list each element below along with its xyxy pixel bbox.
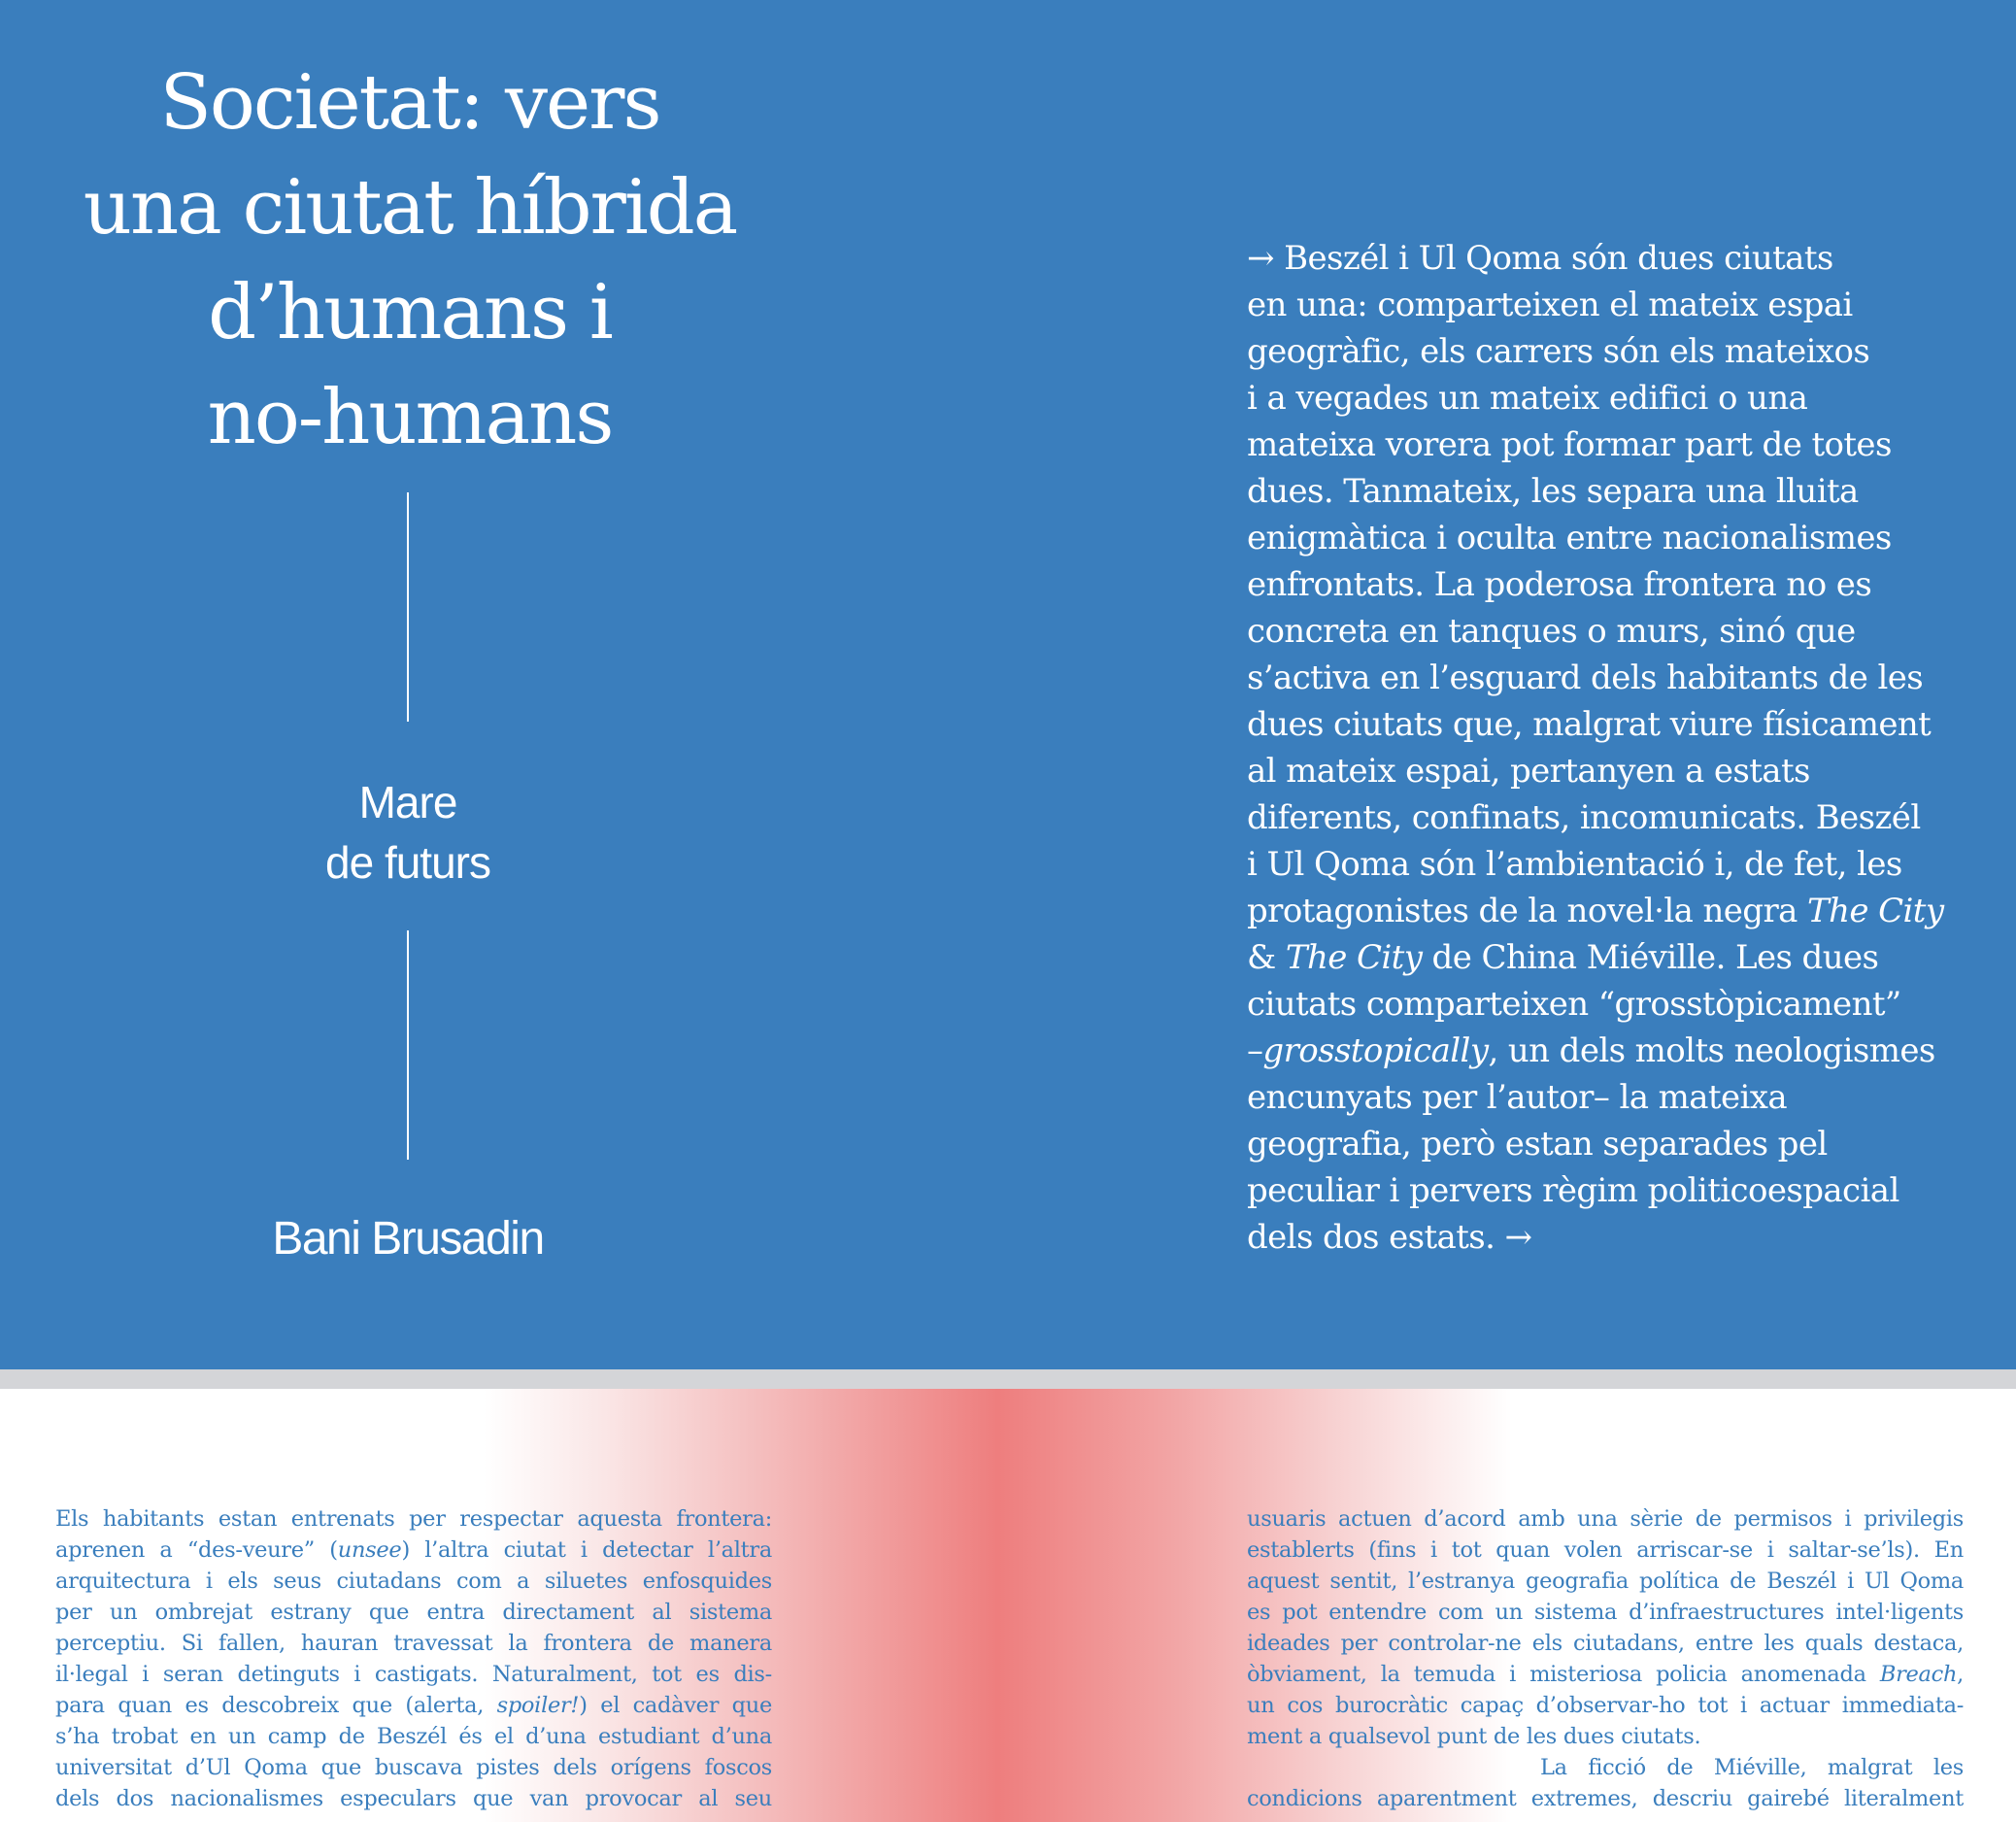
body-line: aprenen a “des-veure” (unsee) l’altra ciutat i detectar l’altra <box>55 1537 772 1563</box>
italic-term: spoiler! <box>496 1693 580 1718</box>
intro-line: peculiar i pervers règim politicoespacial <box>1247 1171 1899 1210</box>
body-line: il·legal i seran detinguts i castigats. Naturalment, tot es dis- <box>55 1662 772 1687</box>
intro-line: i a vegades un mateix edifici o una <box>1247 379 1808 418</box>
book-title: The City <box>1285 938 1423 977</box>
series-name <box>214 772 602 893</box>
body-line: ment a qualsevol punt de les dues ciutats. <box>1247 1724 1701 1749</box>
author-name: Bani Brusadin <box>272 1213 544 1265</box>
intro-line: encunyats per l’autor– la mateixa <box>1247 1078 1788 1117</box>
body-line: un cos burocràtic capaç d’observar-ho tot i actuar immediata- <box>1247 1693 1964 1718</box>
book-title: The City <box>1807 892 1944 930</box>
intro-line: s’activa en l’esguard dels habitants de les <box>1247 658 1924 697</box>
body-line: universitat d’Ul Qoma que buscava pistes dels orígens foscos <box>55 1755 772 1780</box>
body-line: aquest sentit, l’estranya geografia política de Beszél i Ul Qoma <box>1247 1569 1964 1594</box>
intro-line: dues ciutats que, malgrat viure físicament <box>1247 705 1932 744</box>
intro-line: geografia, però estan separades pel <box>1247 1125 1828 1164</box>
intro-line: enigmàtica i oculta entre nacionalismes <box>1247 519 1892 557</box>
intro-line: i Ul Qoma són l’ambientació i, de fet, les <box>1247 845 1902 884</box>
series-line: Mare <box>358 777 457 827</box>
intro-line: & The City de China Miéville. Les dues <box>1247 938 1879 977</box>
title-line: d’humans i <box>208 269 612 356</box>
italic-term: Breach <box>1879 1662 1958 1687</box>
title-line: Societat: vers <box>159 59 660 147</box>
body-line: condicions aparentment extremes, descriu gairebé literalment <box>1247 1786 1964 1811</box>
body-column-right <box>1247 1503 1964 1814</box>
italic-term: unsee <box>337 1537 402 1563</box>
series-line: de futurs <box>325 837 490 888</box>
intro-line: enfrontats. La poderosa frontera no es <box>1247 565 1872 604</box>
neologism: grosstopically <box>1262 1031 1489 1070</box>
body-line: òbviament, la temuda i misteriosa policia anomenada Breach, <box>1247 1662 1964 1687</box>
section-divider <box>0 1369 2016 1389</box>
intro-line: ciutats comparteixen “grosstòpicament” <box>1247 985 1901 1024</box>
intro-line: mateixa vorera pot formar part de totes <box>1247 425 1892 464</box>
vertical-divider-top <box>407 492 409 722</box>
body-column-left <box>55 1503 772 1814</box>
vertical-divider-bottom <box>407 930 409 1160</box>
body-line: ideades per controlar-ne els ciutadans, entre les quals destaca, <box>1247 1631 1964 1656</box>
body-line: per un ombrejat estrany que entra directament al sistema <box>55 1600 772 1625</box>
intro-line: diferents, confinats, incomunicats. Beszél <box>1247 798 1921 837</box>
intro-line: concreta en tanques o murs, sinó que <box>1247 612 1856 651</box>
body-line: para quan es descobreix que (alerta, spoiler!) el cadàver que <box>55 1693 772 1718</box>
body-line: arquitectura i els seus ciutadans com a siluetes enfosquides <box>55 1569 772 1594</box>
intro-line: en una: comparteixen el mateix espai <box>1247 286 1853 324</box>
body-line: Els habitants estan entrenats per respectar aquesta frontera: <box>55 1506 772 1532</box>
intro-paragraph <box>1247 235 1985 1261</box>
body-line: es pot entendre com un sistema d’infraestructures intel·ligents <box>1247 1600 1964 1625</box>
intro-line: → Beszél i Ul Qoma són dues ciutats <box>1247 239 1833 278</box>
title-line: no-humans <box>207 374 613 461</box>
intro-line: protagonistes de la novel·la negra The City <box>1247 892 1944 930</box>
intro-line: geogràfic, els carrers són els mateixos <box>1247 332 1870 371</box>
body-line: perceptiu. Si fallen, hauran travessat la frontera de manera <box>55 1631 772 1656</box>
intro-line: dues. Tanmateix, les separa una lluita <box>1247 472 1859 511</box>
title-line: una ciutat híbrida <box>83 164 737 252</box>
body-line: establerts (fins i tot quan volen arriscar-se i saltar-se’ls). En <box>1247 1537 1964 1563</box>
article-title <box>39 51 781 470</box>
intro-line: –grosstopically, un dels molts neologismes <box>1247 1031 1935 1070</box>
intro-line: al mateix espai, pertanyen a estats <box>1247 752 1810 791</box>
body-line: dels dos nacionalismes especulars que van provocar al seu <box>55 1786 772 1811</box>
body-line: usuaris actuen d’acord amb una sèrie de permisos i privilegis <box>1247 1506 1964 1532</box>
body-line: La ficció de Miéville, malgrat les <box>1540 1755 1964 1780</box>
body-line: s’ha trobat en un camp de Beszél és el d’una estudiant d’una <box>55 1724 772 1749</box>
intro-line: dels dos estats. → <box>1247 1218 1532 1257</box>
